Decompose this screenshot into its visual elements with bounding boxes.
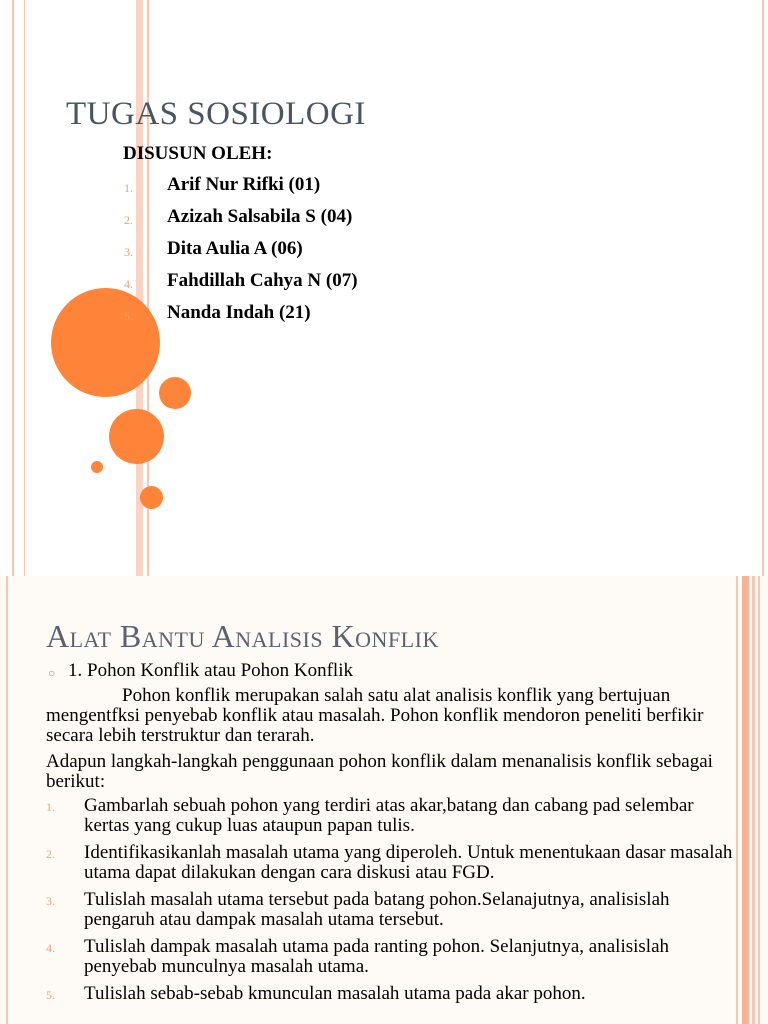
list-number: 4. xyxy=(124,277,133,291)
list-number: 3. xyxy=(46,894,55,908)
step-text: Gambarlah sebuah pohon yang terdiri atas akar,batang dan cabang pad selembar kertas yang cukup luas ataupun papan tulis. xyxy=(84,795,694,836)
decor-circle xyxy=(109,409,164,464)
list-item xyxy=(46,796,736,836)
step-text: Identifikasikanlah masalah utama yang diperoleh. Untuk menentukaan dasar masalah utama dapat dilakukan dengan cara diskusi atau FGD. xyxy=(84,842,733,883)
slide-title: Alat Bantu Analisis Konflik xyxy=(46,618,439,654)
circle-bullet-icon: ○ xyxy=(48,666,56,680)
decor-line xyxy=(752,576,755,1024)
member-name: Nanda Indah (21) xyxy=(167,302,311,323)
step-text: Tulislah sebab-sebab kmunculan masalah utama pada akar pohon. xyxy=(84,983,586,1004)
member-list xyxy=(122,174,462,334)
decor-line xyxy=(12,0,14,576)
list-number: 4. xyxy=(46,941,55,955)
decor-circle xyxy=(91,461,103,473)
list-number: 2. xyxy=(124,213,133,227)
list-item xyxy=(46,937,736,977)
member-name: Fahdillah Cahya N (07) xyxy=(167,270,358,291)
list-item xyxy=(46,890,736,930)
decor-circle xyxy=(140,486,163,509)
list-number: 5. xyxy=(46,988,55,1002)
decor-line xyxy=(742,576,749,1024)
decor-line xyxy=(762,0,764,576)
list-number: 1. xyxy=(124,181,133,195)
decor-circle xyxy=(159,377,191,409)
section-heading: 1. Pohon Konflik atau Pohon Konflik xyxy=(68,660,353,681)
list-item xyxy=(122,302,462,334)
list-item xyxy=(122,238,462,270)
slide-title: TUGAS SOSIOLOGI xyxy=(66,96,366,132)
decor-line xyxy=(758,576,760,1024)
decor-line xyxy=(736,576,738,1024)
list-item xyxy=(46,984,736,1004)
list-number: 2. xyxy=(46,847,55,861)
paragraph: Pohon konflik merupakan salah satu alat analisis konflik yang bertujuan mengentfksi penyebab konflik atau masalah. Pohon konflik mendoron peneliti berfikir secara lebih terstruktur dan terarah. xyxy=(46,685,704,746)
member-name: Arif Nur Rifki (01) xyxy=(167,174,321,195)
slide-subtitle: DISUSUN OLEH: xyxy=(123,143,273,164)
list-number: 3. xyxy=(124,245,133,259)
list-item xyxy=(46,843,736,883)
list-number: 1. xyxy=(46,800,55,814)
member-name: Dita Aulia A (06) xyxy=(167,238,303,259)
decor-line xyxy=(24,0,25,576)
decor-line xyxy=(6,576,8,1024)
slide-2 xyxy=(0,576,768,1024)
list-item xyxy=(122,270,462,302)
member-name: Azizah Salsabila S (04) xyxy=(167,206,353,227)
paragraph: Adapun langkah-langkah penggunaan pohon konflik dalam menanalisis konflik sebagai berikut: xyxy=(46,751,713,792)
step-text: Tulislah masalah utama tersebut pada batang pohon.Selanajutnya, analisislah pengaruh atau dampak masalah utama tersebut. xyxy=(84,889,670,930)
list-item xyxy=(122,206,462,238)
step-text: Tulislah dampak masalah utama pada ranting pohon. Selanjutnya, analisislah penyebab munculnya masalah utama. xyxy=(84,936,670,977)
steps-list xyxy=(46,796,736,1011)
list-number: 5. xyxy=(124,309,133,323)
list-item xyxy=(122,174,462,206)
